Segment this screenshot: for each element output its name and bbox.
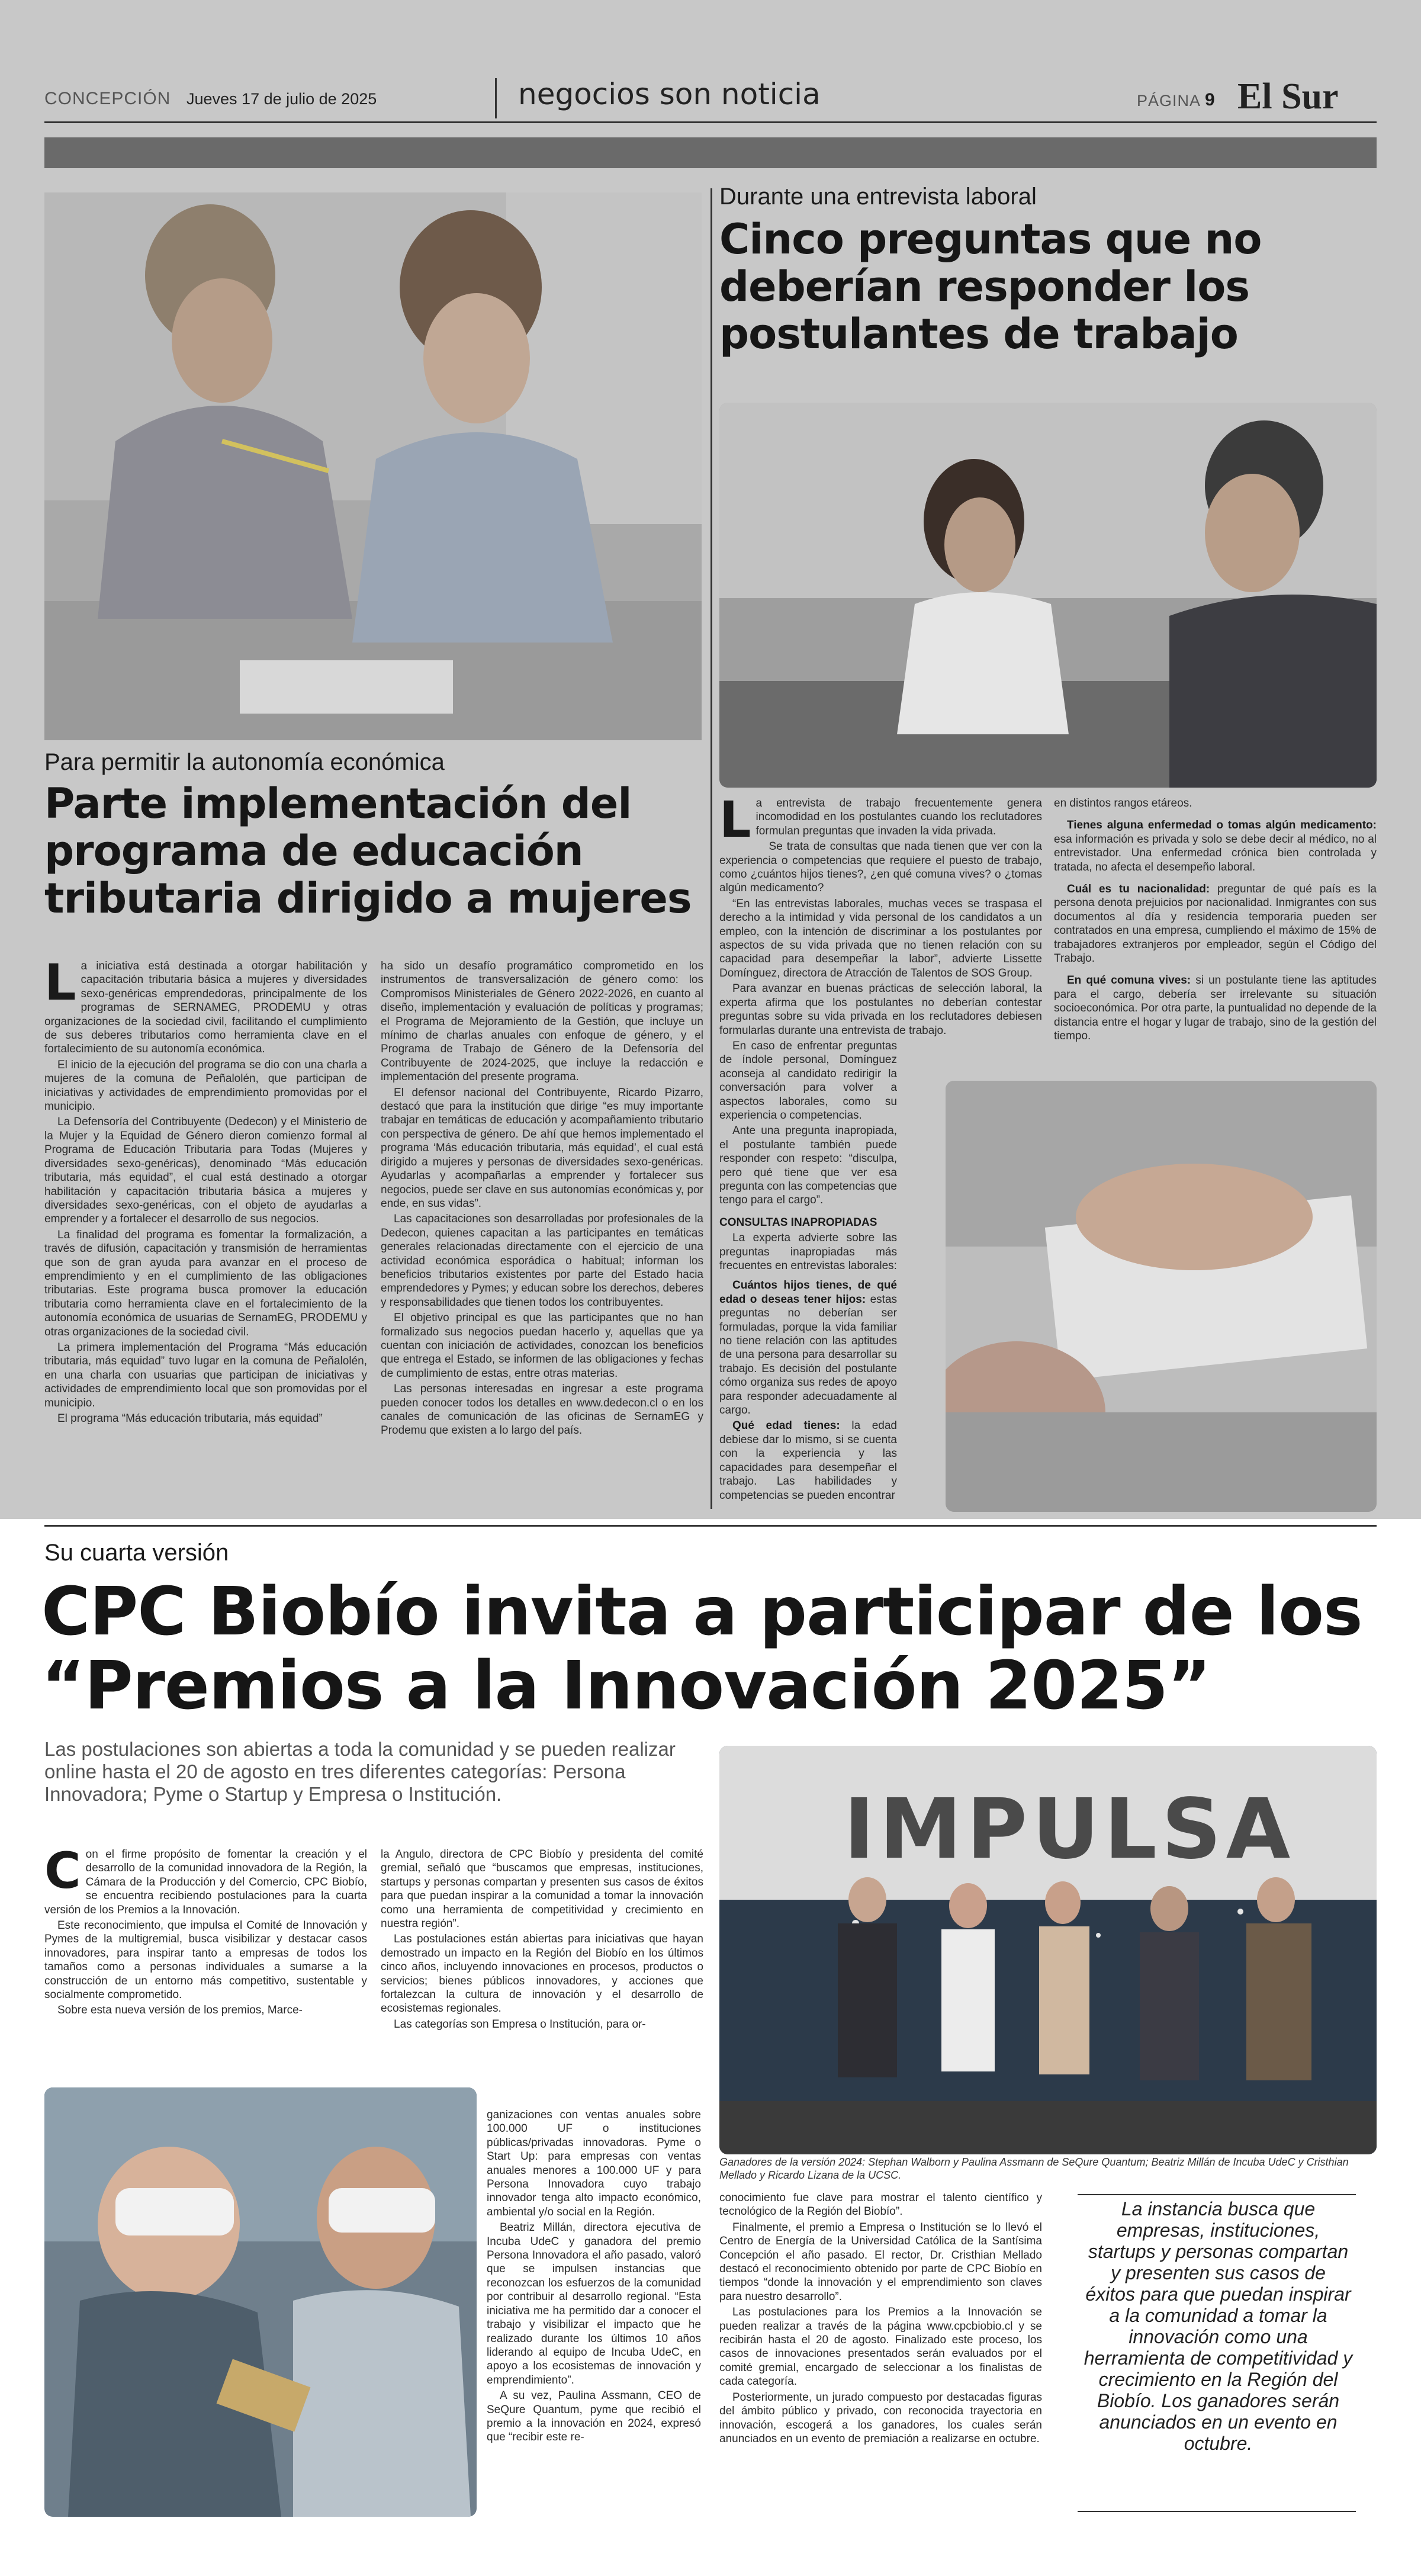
paragraph-hijos — [719, 1279, 897, 1417]
text-comuna: si un postulante tiene las aptitudes para el cargo, debería ser irrelevante su situación socioeconómica. Por otra parte, la puntualidad no depende de la distancia entre el hogar y lugar de trabajo, sino de la gestión del tiempo. — [1054, 974, 1377, 1043]
paragraph: El programa “Más educación tributaria, más equidad” — [57, 1412, 323, 1425]
text-enfermedad: esa información es privada y solo se debe decir al médico, no al entrevistador. Una enfermedad crónica bien controlada y tratada, no afecta el desempeño laboral. — [1054, 833, 1377, 873]
pullquote-rule-bottom — [1078, 2511, 1356, 2512]
text-edad: la edad debiese dar lo mismo, si se cuenta con la experiencia y las capacidades para desempeñar el trabajo. Las habilidades y competencias se pueden encontrar — [719, 1419, 897, 1502]
paragraph: Se trata de consultas que nada tienen que ver con la experiencia o competencias que requiere el puesto de trabajo, como ¿cuántos hijos tienes?, ¿en qué comuna vives? o ¿tomas algún medicamento? — [719, 840, 1042, 895]
article-mujeres-col2 — [381, 959, 703, 1510]
text-nacionalidad: preguntar de qué país es la persona denota prejuicios por nacionalidad. Inmigrantes con sus documentos al día y residencia temporaria pueden ser contratados en una empresa, cumpliendo el máximo de 15% de trabajadores extranjeros por empleador, según el Código del Trabajo. — [1054, 883, 1377, 965]
pullquote-rule-top — [1078, 2194, 1356, 2195]
dropcap-c: C — [44, 1848, 81, 1900]
label-nacionalidad: Cuál es tu nacionalidad: — [1067, 883, 1210, 896]
paragraph: ha sido un desafío programático comprometido en los instrumentos de transversalización de género como: los Compromisos Ministeriales de Género 2022-2026, en cuanto al diseño, implementación y evaluación de políticas y programas; el Programa de Mejoramiento de la Gestión, que incluye un mínimo de charlas anuales con enfoque de género, y el Programa de Trabajo de Género de la Defensoría del Contribuyente de 2024-2025, que incluye la redacción e implementación del presente programa. — [381, 960, 703, 1084]
paragraph: Posteriormente, un jurado compuesto por destacadas figuras del ámbito público y privado, con reconocida trayectoria en innovación, escogerá a los ganadores, los cuales serán anunciados en un evento de premiación a realizarse en octubre. — [719, 2391, 1042, 2445]
pullquote: La instancia busca que empresas, instituciones, startups y personas compartan y presenten sus casos de éxitos para que puedan inspirar a la comunidad a tomar la innovación como una herramienta de competitividad y crecimiento en la Región del Biobío. Los ganadores serán anunciados en un evento en octubre. — [1084, 2198, 1353, 2454]
paragraph: La experta advierte sobre las preguntas inapropiadas más frecuentes en entrevistas laborales: — [719, 1232, 897, 1272]
paragraph: El inicio de la ejecución del programa se dio con una charla a mujeres de la comuna de Peñalolén, que participan de iniciativas y actividades de emprendimiento promovidas por el municipio. — [44, 1058, 367, 1113]
paragraph: La Defensoría del Contribuyente (Dedecon) y el Ministerio de la Mujer y la Equidad de Género dieron comienzo formal al Programa de Educación Tributaria para Todas (Mujeres y diversidades sexo-genéricas), denominado “Más educación tributaria, más equidad”, el cual está destinado a otorgar habilitación y capacitación tributaria básica a mujeres y diversidades sexo-genéricas, con el objeto de ayudarlas a emprender y a fortalecer el desarrollo de sus negocios. — [44, 1116, 367, 1226]
paragraph: Finalmente, el premio a Empresa o Institución se lo llevó el Centro de Energía de la Universidad Católica de la Santísima Concepción el año pasado. El rector, Dr. Cristhian Mellado destacó el reconocimiento obtenido por parte de CPC Biobío en tiempos “donde la innovación y el emprendimiento son claves para nuestro desarrollo”. — [719, 2221, 1042, 2303]
photo-job-interview — [719, 403, 1377, 788]
paragraph: A su vez, Paulina Assmann, CEO de SeQure Quantum, pyme que recibió el premio a la innovación en 2024, expresó que “recibir este re- — [487, 2389, 701, 2444]
article-cpc-col1 — [44, 1848, 367, 2084]
paragraph: En caso de enfrentar preguntas de índole personal, Domínguez aconseja al candidato redirigir la conversación para volver a aspectos laborales, como su experiencia o competencias. — [719, 1039, 897, 1122]
label-edad: Qué edad tienes: — [732, 1419, 840, 1432]
paragraph: El objetivo principal es que las participantes que no han formalizado sus negocios puedan hacerlo y, aquellas que ya cuentan con iniciación de actividades, conozcan los beneficios que entrega el Estado, se informen de las obligaciones y fechas de cumplimiento de estas, entre otras materias. — [381, 1312, 703, 1380]
paragraph: en distintos rangos etáreos. — [1054, 797, 1192, 810]
article-mujeres-col1 — [44, 959, 367, 1510]
paragraph: Las personas interesadas en ingresar a este programa pueden conocer todos los detalles en www.dedecon.cl o en los canales de comunicación de las oficinas de SernamEG y Prodemu que existen a lo largo del país. — [381, 1383, 703, 1437]
paragraph: Beatriz Millán, directora ejecutiva de Incuba UdeC y ganadora del premio Persona Innovadora el año pasado, valoró que se impulsen instancias que reconozcan los esfuerzos de la comunidad por contribuir al desarrollo regional. “Esta iniciativa me ha permitido dar a conocer el trabajo y visibilizar el impacto que he realizado durante los últimos 10 años liderando al equipo de Incuba UdeC, en apoyo a los ecosistemas de innovación y emprendimiento”. — [487, 2221, 701, 2387]
article-mujeres-kicker: Para permitir la autonomía económica — [44, 749, 445, 775]
impulsa-banner-text: IMPULSA — [844, 1781, 1295, 1878]
photo-impulsa-winners — [719, 1746, 1377, 2154]
paragraph: Las categorías son Empresa o Institución, para or- — [394, 2018, 646, 2031]
article-cpc-col2 — [381, 1848, 703, 2111]
paragraph: El defensor nacional del Contribuyente, Ricardo Pizarro, destacó que para la institución que dirige “es muy importante trabajar en temáticas de educación y acompañamiento tributario con perspectiva de género. De ahí que hemos implementado el programa ‘Más educación tributaria, más equidad’, el cual está dirigido a mujeres y personas de diversidades sexo-genéricas. Ayudarlas y acompañarlas a emprender y fortalecer sus negocios, puede ser clave en sus autonomías económicas y, por ende, en sus vidas”. — [381, 1086, 703, 1210]
text-hijos: estas preguntas no deberían ser formuladas, porque la vida familiar no tiene relación con las aptitudes de una persona para desarrollar su trabajo. Es decisión del postulante cómo organiza sus redes de apoyo para responder adecuadamente al cargo. — [719, 1293, 898, 1417]
paragraph: Sobre esta nueva versión de los premios, Marce- — [57, 2004, 303, 2017]
header-page-label: PÁGINA — [1137, 92, 1201, 110]
header-city: CONCEPCIÓN — [44, 89, 171, 108]
header-divider — [495, 78, 497, 118]
paragraph: La primera implementación del Programa “Más educación tributaria, más equidad” tuvo lugar en la comuna de Peñalolén, en una charla con usuarias que participan de iniciativas y actividades de emprendimiento local que son promovidas por el municipio. — [44, 1341, 367, 1409]
article-entrevista-col2 — [1054, 796, 1377, 1075]
photo-vr-headsets — [44, 2087, 477, 2517]
header-page-number: 9 — [1205, 90, 1215, 110]
label-enfermedad: Tienes alguna enfermedad o tomas algún medicamento: — [1067, 819, 1377, 832]
vertical-rule-top — [710, 188, 712, 1509]
paragraph: Para avanzar en buenas prácticas de selección laboral, la experta afirma que los postulantes no deberían contestar preguntas sobre su vida privada en los reclutadores debiesen formularlas durante una entrevista de trabajo. — [719, 982, 1042, 1037]
paragraph: “En las entrevistas laborales, muchas veces se traspasa el derecho a la intimidad y vida personal de los candidatos a un empleo, con la intención de discriminar a los postulantes por aspectos de su vida privada que no tienen relación con su capacidad para desempeñar la labor”, advierte Lissette Domínguez, directora de Atracción de Talentos de SOS Group. — [719, 897, 1042, 979]
paragraph-comuna — [1054, 974, 1377, 1043]
header-dark-bar — [44, 137, 1377, 168]
article-cpc-kicker: Su cuarta versión — [44, 1540, 229, 1566]
paragraph: Este reconocimiento, que impulsa el Comité de Innovación y Pymes de la multigremial, busca visibilizar y destacar casos innovadores, para inspirar tanto a empresas de todos los tamaños como a personas individuales a sumarse a la construcción de un entorno más competitivo, sustentable y socialmente comprometido. — [44, 1919, 367, 2002]
paragraph-nacionalidad — [1054, 882, 1377, 965]
paragraph-enfermedad — [1054, 818, 1377, 874]
subhead-consultas: CONSULTAS INAPROPIADAS — [719, 1216, 877, 1229]
header-rule — [44, 121, 1377, 123]
header-date: Jueves 17 de julio de 2025 — [187, 90, 377, 108]
label-comuna: En qué comuna vives: — [1067, 974, 1191, 987]
label-hijos: Cuántos hijos tienes, de qué edad o deseas tener hijos: — [719, 1279, 897, 1306]
header-brand-logo: El Sur — [1237, 76, 1339, 117]
paragraph: on el firme propósito de fomentar la creación y el desarrollo de la comunidad innovadora de la Región, la Cámara de la Producción y del Comercio, CPC Biobío, se encuentra recibiendo postulaciones para la cuarta versión de los Premios a la Innovación. — [44, 1848, 367, 1916]
paragraph: Las capacitaciones son desarrolladas por profesionales de la Dedecon, quienes capacitan a las participantes en temáticas generales relacionadas directamente con el ejercicio de una actividad económica esporádica o habitual; informan los beneficios tributarios existentes por parte del Estado hacia emprendedores y Pymes; y educan sobre los derechos, deberes y responsabilidades que tienen todos los contribuyentes. — [381, 1213, 703, 1309]
paragraph: la Angulo, directora de CPC Biobío y presidenta del comité gremial, señaló que “buscamos que empresas, instituciones, startups y personas compartan y presenten sus casos de éxitos para que puedan inspirar a la comunidad a tomar la innovación como una herramienta de competitividad y crecimiento en nuestra región”. — [381, 1848, 703, 1931]
article-mujeres-headline: Parte implementación del programa de educación tributaria dirigido a mujeres — [44, 779, 692, 923]
article-entrevista-kicker: Durante una entrevista laboral — [719, 184, 1037, 210]
paragraph: a entrevista de trabajo frecuentemente genera incomodidad en los postulantes cuando los reclutadores formulan preguntas que invaden la vida privada. — [755, 797, 1042, 837]
paragraph: conocimiento fue clave para mostrar el talento científico y tecnológico de la Región del Biobío”. — [719, 2192, 1042, 2218]
header-section-title: negocios son noticia — [518, 77, 821, 111]
article-cpc-col2b — [487, 2108, 701, 2523]
paragraph: ganizaciones con ventas anuales sobre 100.000 UF o instituciones públicas/privadas innovadoras. Pyme o Start Up: para empresas con ventas anuales menores a 100.000 UF y para Persona Innovadora cuyo trabajo innovador tenga alto impacto económico, ambiental y/o social en la Región. — [487, 2109, 701, 2218]
dropcap-l: L — [44, 959, 76, 1011]
article-cpc-lead: Las postulaciones son abiertas a toda la comunidad y se pueden realizar online hasta el 20 de agosto en tres diferentes categorías: Persona Innovadora; Pyme o Startup y Empresa o Institución. — [44, 1738, 676, 1805]
section-rule — [44, 1525, 1377, 1527]
paragraph: Ante una pregunta inapropiada, el postulante también puede responder con respeto: “disculpa, pero qué tiene que ver esa pregunta con las competencias que tengo para el cargo”. — [719, 1125, 897, 1207]
paragraph-edad — [719, 1419, 897, 1502]
article-cpc-headline-line2: “Premios a la Innovación 2025” — [41, 1647, 1211, 1724]
article-cpc-headline-line1: CPC Biobío invita a participar de los — [41, 1573, 1362, 1650]
paragraph: Las postulaciones para los Premios a la Innovación se pueden realizar a través de la página www.cpcbiobio.cl y se recibirán hasta el 20 de agosto. Finalizado este proceso, los casos de innovaciones presentados serán evaluados por el comité gremial, encargado de seleccionar a los finalistas de cada categoría. — [719, 2306, 1042, 2388]
photo-impulsa-caption: Ganadores de la versión 2024: Stephan Walborn y Paulina Assmann de SeQure Quantum; Beatriz Millán de Incuba UdeC y Cristhian Mellado y Ricardo Lizana de la UCSC. — [719, 2156, 1349, 2181]
paragraph: La finalidad del programa es fomentar la formalización, a través de difusión, capacitación y transmisión de herramientas que son de gran ayuda para avanzar en el proceso de emprendimiento y en el cumplimiento de las obligaciones tributarias. Este programa busca promover la educación tributaria como herramienta clave en el fortalecimiento de la autonomía económica de usuarias de SernamEG, PRODEMU y otras organizaciones de la sociedad civil. — [44, 1228, 367, 1338]
article-entrevista-headline: Cinco preguntas que no deberían responder los postulantes de trabajo — [719, 215, 1262, 358]
dropcap-l: L — [719, 796, 751, 849]
paragraph: a iniciativa está destinada a otorgar habilitación y capacitación tributaria básica a mujeres y diversidades sexo-genéricas emprendedoras, principalmente de los programas de SERNAMEG, PRODEMU y otras organizaciones de la sociedad civil, facilitando el cumplimiento de sus deberes tributarios como herramienta clave en el fortalecimiento de su autonomía económica. — [44, 960, 367, 1056]
photo-handshake-desk — [946, 1081, 1377, 1512]
paragraph: Las postulaciones están abiertas para iniciativas que hayan demostrado un impacto en la Región del Biobío en los últimos cinco años, incluyendo innovaciones en procesos, productos o servicios; bienes públicos innovadores, y acciones que fortalezcan la cultura de innovación y el desarrollo de ecosistemas regionales. — [381, 1933, 703, 2015]
photo-women-studying — [44, 192, 702, 740]
article-cpc-col3 — [719, 2191, 1042, 2523]
